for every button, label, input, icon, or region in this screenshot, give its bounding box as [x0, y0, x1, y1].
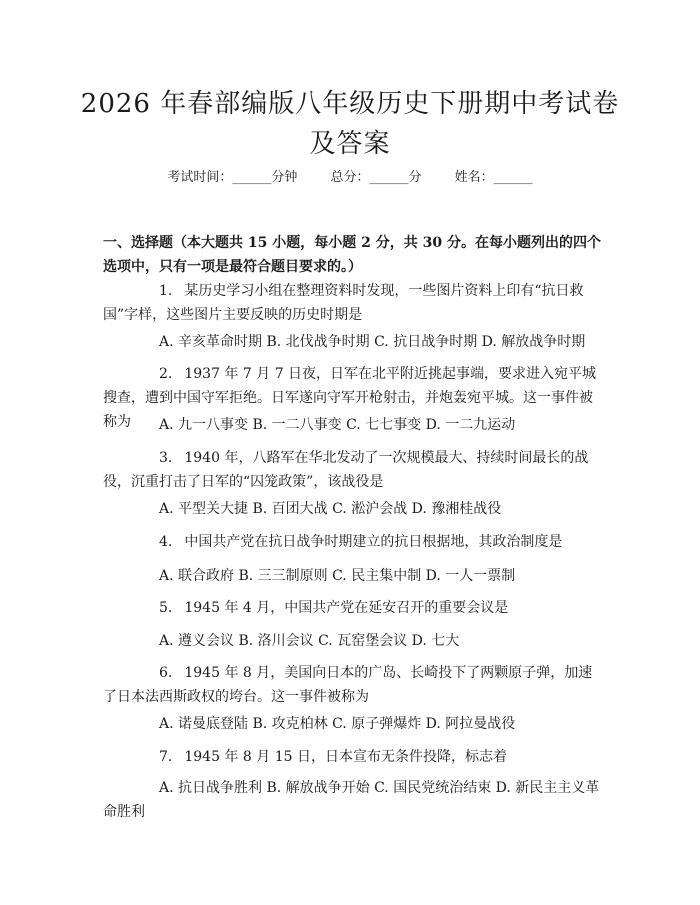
question-number: 3.	[159, 450, 173, 466]
question-number: 6.	[159, 665, 173, 681]
question-stem: 中国共产党在抗日战争时期建立的抗日根据地，其政治制度是	[184, 534, 563, 550]
question-6	[103, 661, 600, 709]
question-number: 7.	[159, 749, 173, 765]
question-number: 2.	[159, 366, 173, 382]
question-number: 1.	[159, 283, 173, 299]
exam-name-field: 姓名：______	[454, 170, 533, 185]
section-heading-choice: 一、选择题（本大题共 15 小题，每小题 2 分，共 30 分。在每小题列出的四个选项中，只有一项是最符合题目要求的。）	[103, 235, 601, 275]
question-number: 5.	[159, 600, 173, 616]
exam-time-field: 考试时间：______分钟	[167, 170, 298, 185]
question-stem: 某历史学习小组在整理资料时发现，一些图片资料上印有“抗日救国”字样，这些图片主要反映的历史时期是	[103, 283, 584, 323]
question-5-options: A. 遵义会议 B. 洛川会议 C. 瓦窑堡会议 D. 七大	[159, 633, 460, 649]
exam-score-field: 总分：______分	[330, 170, 422, 185]
question-6-options: A. 诺曼底登陆 B. 攻克柏林 C. 原子弹爆炸 D. 阿拉曼战役	[159, 716, 516, 732]
question-stem: 1945 年 8 月 15 日，日本宣布无条件投降，标志着	[184, 749, 507, 765]
question-1	[103, 279, 600, 327]
question-7	[103, 745, 600, 769]
question-3	[103, 446, 600, 494]
question-4-options: A. 联合政府 B. 三三制原则 C. 民主集中制 D. 一人一票制	[159, 568, 516, 584]
question-5	[103, 596, 600, 620]
question-stem: 1937 年 7 月 7 日夜，日军在北平附近挑起事端，要求进入宛平城搜查，遭到中国守军拒绝。日军遂向守军开枪射击，并炮轰宛平城。这一事件被称为	[103, 366, 597, 430]
question-stem: 1945 年 8 月，美国向日本的广岛、长崎投下了两颗原子弹，加速了日本法西斯政权的垮台。这一事件被称为	[103, 665, 593, 705]
exam-title: 2026 年春部编版八年级历史下册期中考试卷及答案	[80, 89, 620, 159]
exam-info	[0, 169, 700, 187]
question-stem: 1945 年 4 月，中国共产党在延安召开的重要会议是	[184, 600, 509, 616]
question-4	[103, 530, 600, 554]
question-1-options: A. 辛亥革命时期 B. 北伐战争时期 C. 抗日战争时期 D. 解放战争时期	[159, 334, 586, 350]
question-stem: 1940 年，八路军在华北发动了一次规模最大、持续时间最长的战役，沉重打击了日军的“囚笼政策”，该战役是	[103, 450, 589, 490]
question-7-options: A. 抗日战争胜利 B. 解放战争开始 C. 国民党统治结束 D. 新民主主义革命胜利	[103, 780, 600, 820]
question-number: 4.	[159, 534, 173, 550]
question-3-options: A. 平型关大捷 B. 百团大战 C. 淞沪会战 D. 豫湘桂战役	[159, 501, 502, 517]
question-2-options: A. 九一八事变 B. 一二八事变 C. 七七事变 D. 一二九运动	[159, 417, 516, 433]
